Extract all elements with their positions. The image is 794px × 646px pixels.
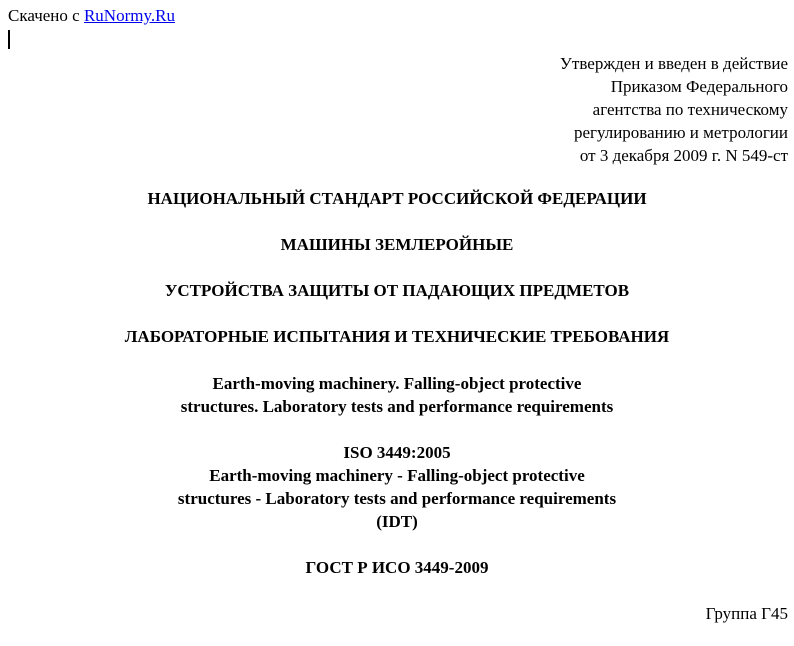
approval-line: Утвержден и введен в действие: [559, 54, 788, 73]
standard-type-heading: НАЦИОНАЛЬНЫЙ СТАНДАРТ РОССИЙСКОЙ ФЕДЕРАЦИИ: [147, 189, 647, 208]
approval-line: регулированию и метрологии: [573, 123, 788, 142]
english-title-line: Earth-moving machinery. Falling-object protective: [212, 374, 582, 393]
english-title-line: structures. Laboratory tests and performance requirements: [180, 397, 614, 416]
english-title-block: [0, 372, 794, 418]
text-cursor: [8, 30, 10, 49]
title-heading: УСТРОЙСТВА ЗАЩИТЫ ОТ ПАДАЮЩИХ ПРЕДМЕТОВ: [164, 281, 630, 300]
source-prefix: Скачено с: [8, 6, 84, 25]
source-line: [8, 6, 175, 26]
runormy-link[interactable]: RuNormy.Ru: [83, 6, 175, 25]
subtitle-heading: ЛАБОРАТОРНЫЕ ИСПЫТАНИЯ И ТЕХНИЧЕСКИЕ ТРЕБОВАНИЯ: [124, 327, 670, 346]
iso-identity-marker: (IDT): [376, 512, 418, 531]
iso-reference-block: [0, 441, 794, 533]
approval-line: агентства по техническому: [592, 100, 788, 119]
iso-number: ISO 3449:2005: [343, 443, 451, 462]
approval-line: от 3 декабря 2009 г. N 549-ст: [579, 146, 788, 165]
approval-line: Приказом Федерального: [610, 77, 788, 96]
iso-title-line: Earth-moving machinery - Falling-object protective: [209, 466, 585, 485]
subject-heading: МАШИНЫ ЗЕМЛЕРОЙНЫЕ: [280, 235, 514, 254]
approval-block: [560, 52, 788, 167]
classification-group: Группа Г45: [705, 604, 788, 623]
iso-title-line: structures - Laboratory tests and performance requirements: [177, 489, 617, 508]
gost-designation: ГОСТ Р ИСО 3449-2009: [305, 558, 489, 577]
